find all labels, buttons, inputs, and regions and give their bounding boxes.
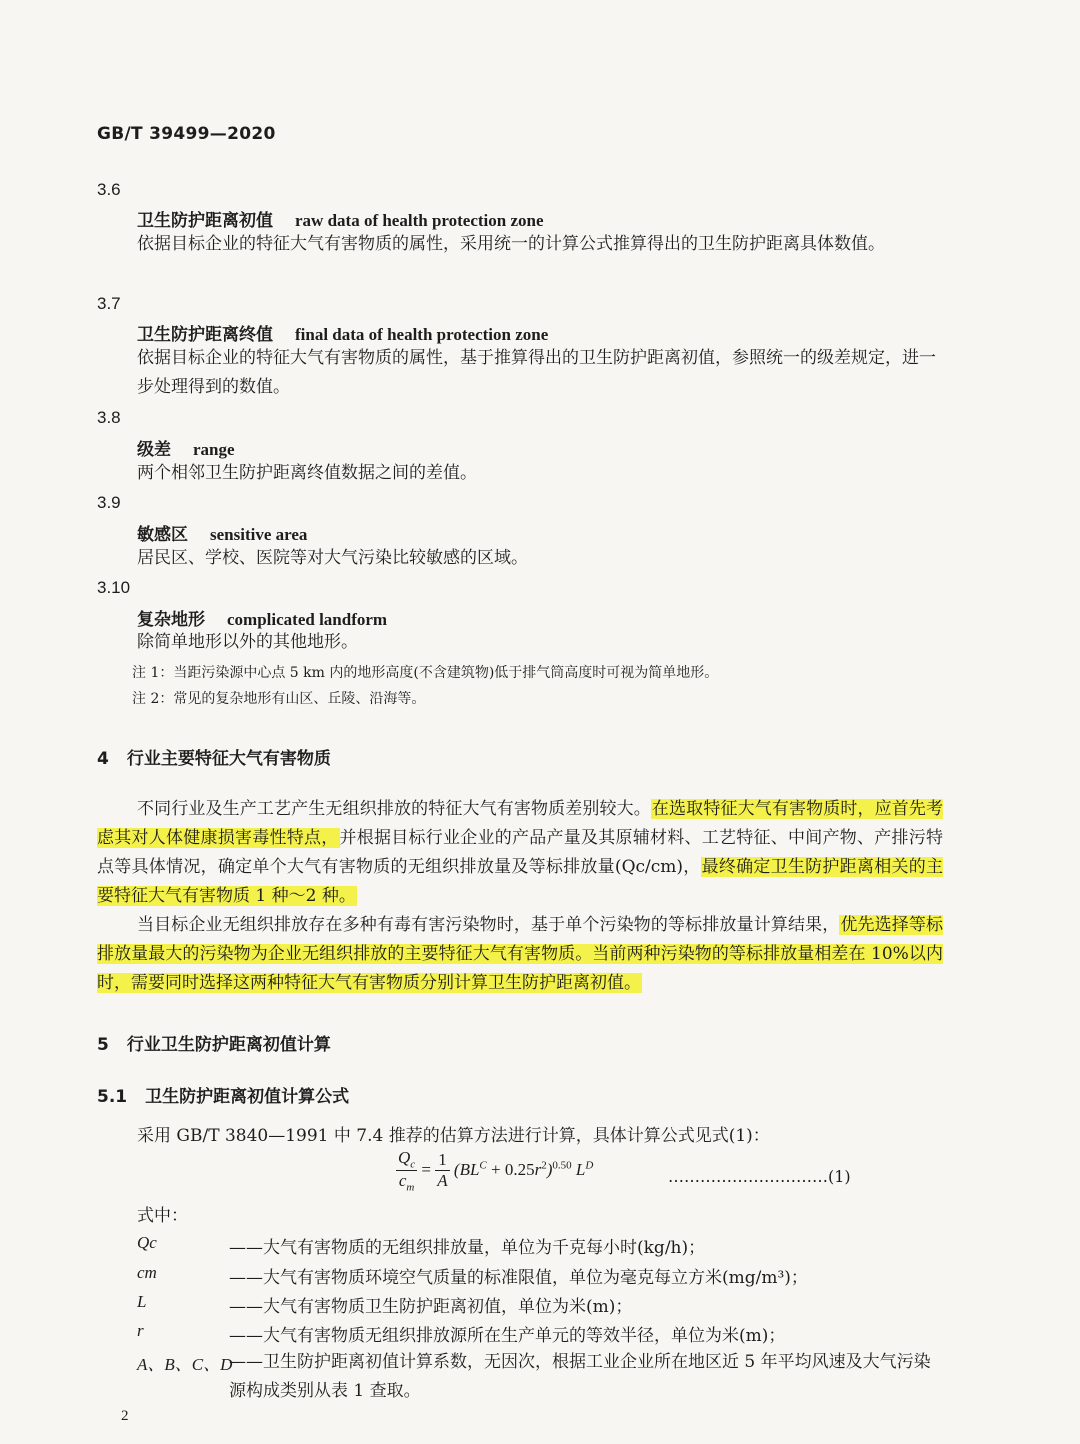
term-title <box>137 206 544 231</box>
term-number: 3.8 <box>97 408 121 427</box>
term-zh: 卫生防护距离终值 <box>137 325 273 345</box>
term-title <box>137 435 235 460</box>
page-number: 2 <box>121 1408 129 1424</box>
term-number: 3.7 <box>97 294 121 313</box>
symbol-definition: ——大气有害物质无组织排放源所在生产单元的等效半径，单位为米(m)； <box>229 1326 786 1346</box>
formula-1: $\frac{Q_c}{c_m}$ = $\frac{1}{A}$ $(BL^C + 0.25r^2)^{0.50}$ $L^D$ <box>398 1148 594 1194</box>
term-title <box>137 520 307 545</box>
term-title <box>137 605 387 630</box>
highlight: 最终确定卫生防护距离相关的主要特征大气有害物质 1 种～2 种。 <box>97 857 944 906</box>
section-heading: 4 行业主要特征大气有害物质 <box>97 749 331 769</box>
term-number: 3.10 <box>97 578 131 597</box>
term-en: complicated landform <box>227 610 388 629</box>
symbol-definition: ——卫生防护距离初值计算系数，无因次，根据工业企业所在地区近 5 年平均风速及大气污染源构成类别从表 1 查取。 <box>229 1352 931 1401</box>
symbol-definition: ——大气有害物质的无组织排放量，单位为千克每小时(kg/h)； <box>229 1238 706 1258</box>
term-title <box>137 320 548 345</box>
term-zh: 卫生防护距离初值 <box>137 211 273 231</box>
term-zh: 级差 <box>137 440 171 460</box>
term-zh: 复杂地形 <box>137 610 205 630</box>
formula-intro: 采用 GB/T 3840—1991 中 7.4 推荐的估算方法进行计算，具体计算公式见式(1)： <box>137 1126 770 1146</box>
subsection-heading: 5.1 卫生防护距离初值计算公式 <box>97 1087 350 1107</box>
symbol: cm <box>137 1263 157 1282</box>
fraction-1-a: $\frac{1}{A}$ <box>437 1150 448 1191</box>
symbol-definition: ——大气有害物质卫生防护距离初值，单位为米(m)； <box>229 1297 633 1317</box>
term-en: final data of health protection zone <box>295 325 549 344</box>
section4-paragraph-2: 当目标企业无组织排放存在多种有毒有害污染物时，基于单个污染物的等标排放量计算结果，优先选择等标排放量最大的污染物为企业无组织排放的主要特征大气有害物质。当前两种污染物的等标排放量相差在 10%以内时，需要同时选择这两种特征大气有害物质分别计算卫生防护距离初值。 <box>97 915 944 993</box>
term-definition: 依据目标企业的特征大气有害物质的属性，基于推算得出的卫生防护距离初值，参照统一的级差规定，进一步处理得到的数值。 <box>137 348 936 397</box>
term-zh: 敏感区 <box>137 525 188 545</box>
fraction-qc-cm: $\frac{Q_c}{c_m}$ <box>398 1148 416 1194</box>
term-definition: 依据目标企业的特征大气有害物质的属性，采用统一的计算公式推算得出的卫生防护距离具体数值。 <box>137 234 885 254</box>
term-number: 3.9 <box>97 493 121 512</box>
note-1: 注 1：当距污染源中心点 5 km 内的地形高度(不含建筑物)低于排气筒高度时可视为简单地形。 <box>132 665 719 681</box>
section4-paragraph-1: 不同行业及生产工艺产生无组织排放的特征大气有害物质差别较大。在选取特征大气有害物质时，应首先考虑其对人体健康损害毒性特点，并根据目标行业企业的产品产量及其原辅材料、工艺特征、中间产物、产排污特点等具体情况，确定单个大气有害物质的无组织排放量及等标排放量(Qc/cm)，最终确定卫生防护距离相关的主要特征大气有害物质 1 种～2 种。 <box>97 799 944 906</box>
section-heading: 5 行业卫生防护距离初值计算 <box>97 1035 331 1055</box>
where-label: 式中： <box>137 1206 188 1226</box>
symbol: Qc <box>137 1233 157 1252</box>
symbol: r <box>137 1321 144 1340</box>
symbol: A、B、C、D <box>137 1355 233 1374</box>
formula-number: …………………………(1) <box>668 1167 851 1186</box>
standard-number: GB/T 39499—2020 <box>97 124 276 144</box>
term-en: raw data of health protection zone <box>295 211 544 230</box>
term-definition: 居民区、学校、医院等对大气污染比较敏感的区域。 <box>137 548 528 568</box>
highlight: 在选取特征大气有害物质时，应首先考虑其对人体健康损害毒性特点， <box>97 799 944 848</box>
highlight: 优先选择等标排放量最大的污染物为企业无组织排放的主要特征大气有害物质。当前两种污染物的等标排放量相差在 10%以内时，需要同时选择这两种特征大气有害物质分别计算卫生防护距离初值。 <box>97 915 944 993</box>
note-2: 注 2：常见的复杂地形有山区、丘陵、沿海等。 <box>132 691 426 707</box>
term-definition: 除简单地形以外的其他地形。 <box>137 632 358 652</box>
term-en: sensitive area <box>210 525 308 544</box>
symbol-definition: ——大气有害物质环境空气质量的标准限值，单位为毫克每立方米(mg/m³)； <box>229 1268 808 1288</box>
symbol: L <box>137 1292 147 1311</box>
term-en: range <box>193 440 235 459</box>
term-number: 3.6 <box>97 180 121 199</box>
term-definition: 两个相邻卫生防护距离终值数据之间的差值。 <box>137 463 477 483</box>
